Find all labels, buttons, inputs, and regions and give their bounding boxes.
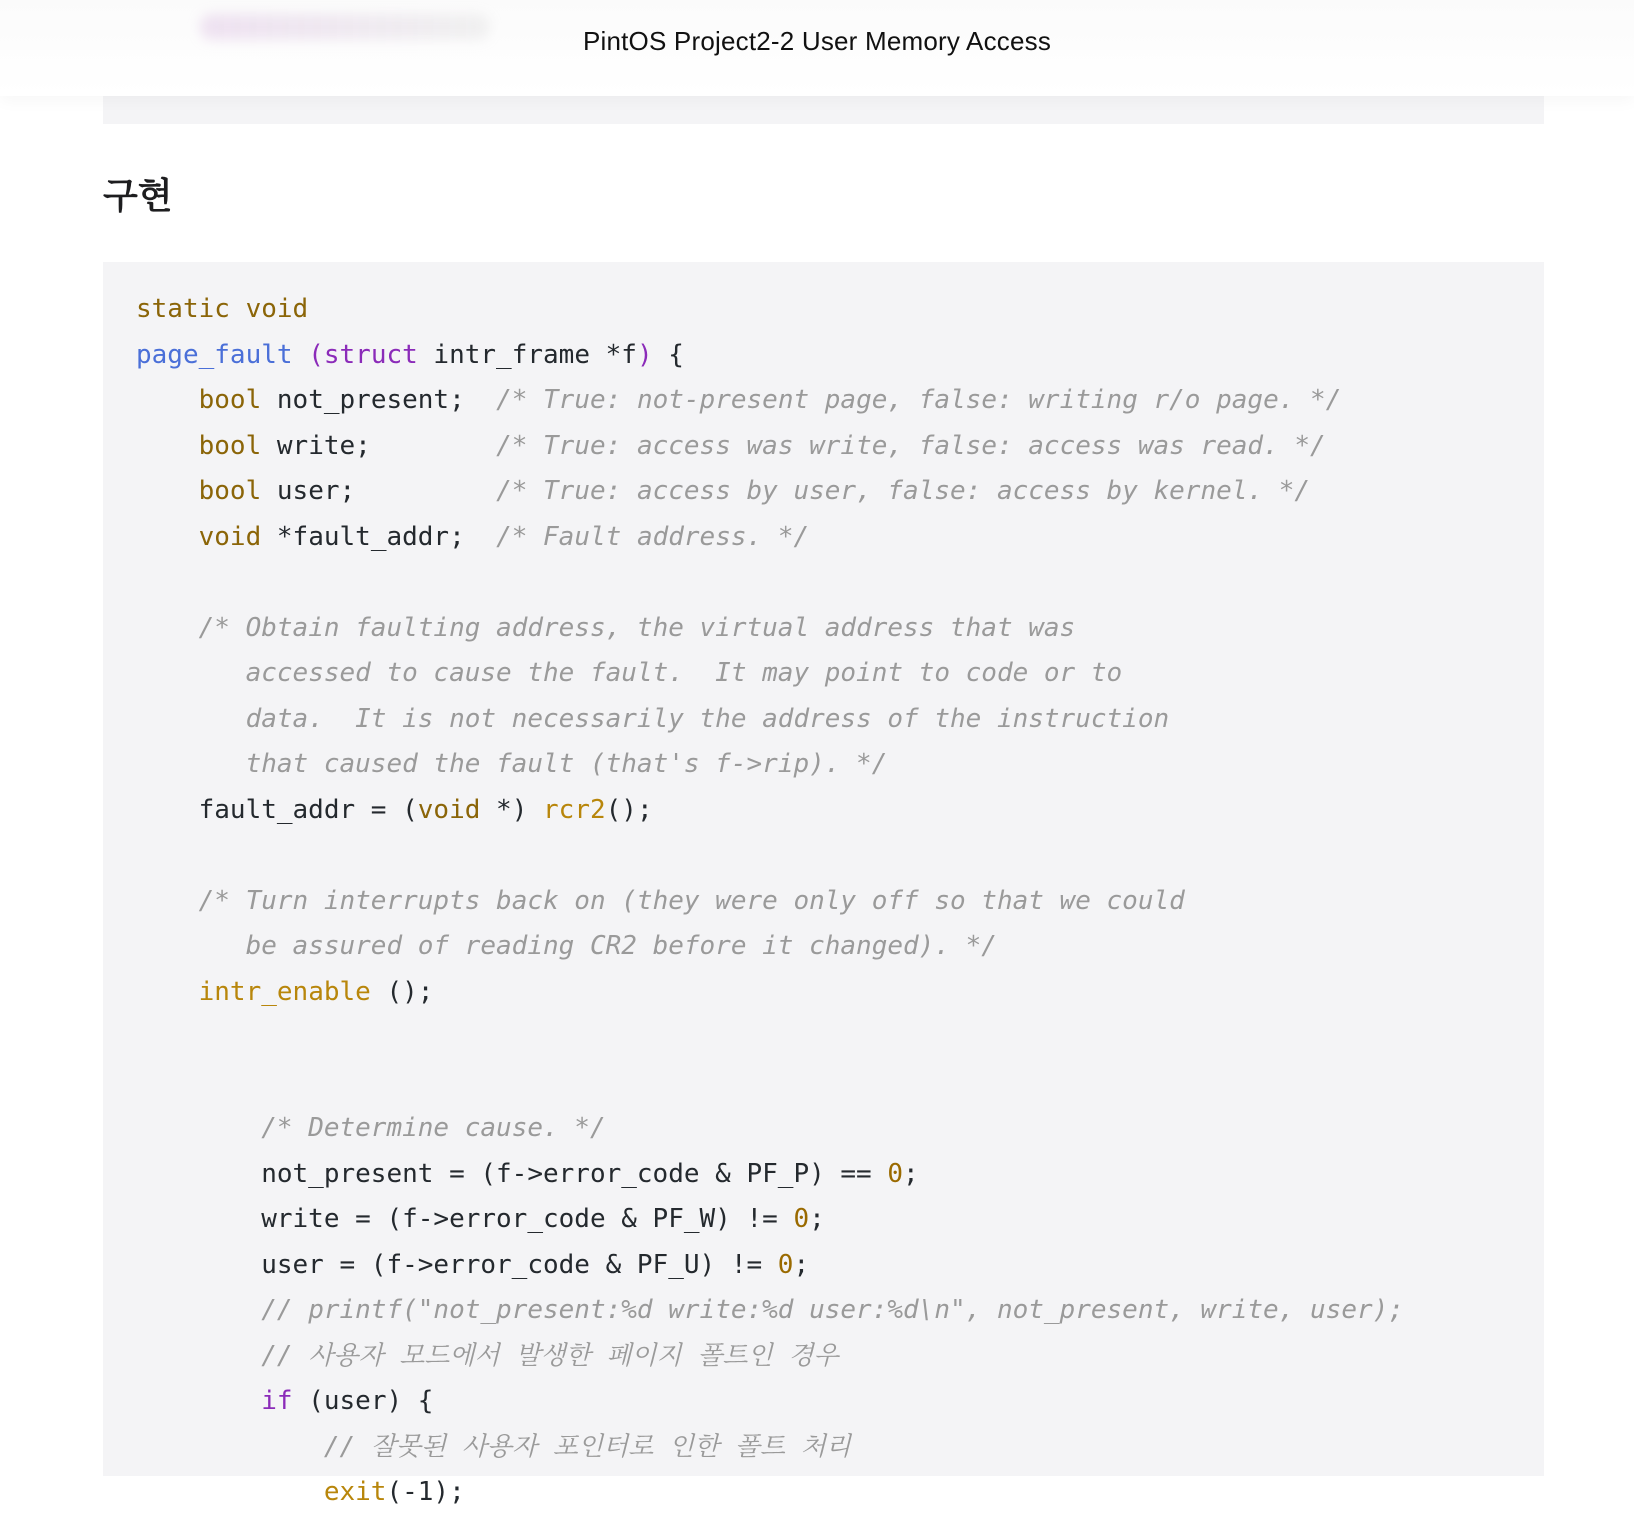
code-lines xyxy=(136,287,1404,1516)
code-token: bool xyxy=(198,385,262,415)
code-token: fault_addr = ( xyxy=(136,794,418,825)
code-token xyxy=(136,931,246,961)
code-token xyxy=(136,476,199,506)
code-token: data. It is not necessarily the address of the instruction xyxy=(245,703,1170,734)
code-line xyxy=(136,924,1404,970)
code-token: /* Determine cause. */ xyxy=(261,1113,606,1143)
code-token xyxy=(136,1341,261,1371)
code-token xyxy=(136,1295,261,1325)
code-token: /* True: not-present page, false: writing r/o page. */ xyxy=(496,385,1342,415)
code-line xyxy=(136,1015,1404,1061)
code-token xyxy=(136,704,246,734)
code-token: (); xyxy=(370,976,434,1007)
page-title: PintOS Project2-2 User Memory Access xyxy=(582,26,1052,56)
code-token: static void xyxy=(136,294,309,324)
code-token: /* True: access was write, false: access was read. */ xyxy=(496,430,1326,461)
code-token: // 잘못된 사용자 포인터로 인한 폴트 처리 xyxy=(323,1431,851,1462)
code-line xyxy=(136,742,1404,788)
code-token: accessed to cause the fault. It may point to code or to xyxy=(245,658,1123,688)
code-token: be assured of reading CR2 before it changed). */ xyxy=(245,931,997,961)
code-token: page_fault xyxy=(136,339,293,370)
code-line xyxy=(136,1334,1404,1380)
code-token: *) xyxy=(480,794,544,825)
code-token: ; xyxy=(903,1158,919,1189)
code-token xyxy=(136,1113,261,1143)
code-token xyxy=(136,658,246,688)
code-token: ) xyxy=(636,339,653,370)
section-heading: 구현 xyxy=(103,176,173,217)
code-line xyxy=(136,879,1404,925)
code-token: 0 xyxy=(887,1158,904,1189)
code-token xyxy=(136,1477,324,1507)
code-token: /* Turn interrupts back on (they were only off so that we could xyxy=(198,885,1185,916)
code-token: *fault_addr; xyxy=(261,521,497,552)
code-token: intr_frame *f xyxy=(417,339,637,370)
code-line xyxy=(136,788,1404,834)
code-line xyxy=(136,1243,1404,1289)
code-line xyxy=(136,1197,1404,1243)
code-token xyxy=(136,522,199,552)
code-token: bool xyxy=(198,430,262,461)
code-token: that caused the fault (that's f->rip). */ xyxy=(245,749,888,779)
code-token xyxy=(136,749,246,779)
code-token: not_present = (f->error_code & PF_P) == xyxy=(136,1158,888,1189)
code-token: rcr2 xyxy=(543,794,606,825)
code-token xyxy=(136,1432,324,1462)
code-token: exit xyxy=(323,1477,387,1507)
code-token: (-1); xyxy=(386,1477,465,1507)
code-token: // 사용자 모드에서 발생한 페이지 폴트인 경우 xyxy=(261,1340,839,1371)
code-line xyxy=(136,1152,1404,1198)
code-token: 0 xyxy=(793,1204,810,1234)
code-token: (user) { xyxy=(292,1386,434,1416)
code-token: void xyxy=(417,794,481,825)
code-line xyxy=(136,469,1404,515)
code-line xyxy=(136,606,1404,652)
code-token: (); xyxy=(605,794,653,825)
code-token: /* Fault address. */ xyxy=(496,521,810,552)
code-line xyxy=(136,1106,1404,1152)
code-token: ; xyxy=(809,1204,825,1234)
code-line xyxy=(136,515,1404,561)
code-line xyxy=(136,970,1404,1016)
code-token: void xyxy=(198,521,262,552)
code-token xyxy=(136,385,199,415)
code-line xyxy=(136,1061,1404,1107)
code-token: user; xyxy=(261,476,497,506)
article-header xyxy=(0,0,1634,96)
code-token: { xyxy=(652,339,684,370)
code-line xyxy=(136,697,1404,743)
code-line xyxy=(136,333,1404,379)
code-line xyxy=(136,1288,1404,1334)
code-line xyxy=(136,1379,1404,1425)
code-block xyxy=(103,262,1544,1507)
code-token: (struct xyxy=(308,339,418,370)
code-token xyxy=(136,977,199,1007)
code-token xyxy=(136,886,199,916)
code-token: if xyxy=(261,1386,293,1416)
code-token: intr_enable xyxy=(198,976,371,1007)
code-token xyxy=(293,340,309,370)
code-token: 0 xyxy=(777,1249,794,1280)
code-line xyxy=(136,560,1404,606)
code-line xyxy=(136,424,1404,470)
code-token: not_present; xyxy=(261,385,497,415)
code-token: /* True: access by user, false: access by kernel. */ xyxy=(496,476,1311,506)
code-token: ; xyxy=(793,1249,810,1280)
code-line xyxy=(136,287,1404,333)
code-token: // printf("not_present:%d write:%d user:%d\n", not_present, write, user); xyxy=(261,1295,1404,1325)
code-token: write = (f->error_code & PF_W) != xyxy=(136,1204,794,1234)
code-token: write; xyxy=(261,430,497,461)
code-line xyxy=(136,833,1404,879)
code-token: /* Obtain faulting address, the virtual address that was xyxy=(198,612,1076,643)
code-line xyxy=(136,1425,1404,1471)
code-line xyxy=(136,378,1404,424)
code-token xyxy=(136,613,199,643)
code-token: bool xyxy=(198,476,262,506)
code-token: user = (f->error_code & PF_U) != xyxy=(136,1249,778,1280)
code-line xyxy=(136,1470,1404,1516)
code-token xyxy=(136,431,199,461)
code-token xyxy=(136,1386,261,1416)
code-line xyxy=(136,651,1404,697)
